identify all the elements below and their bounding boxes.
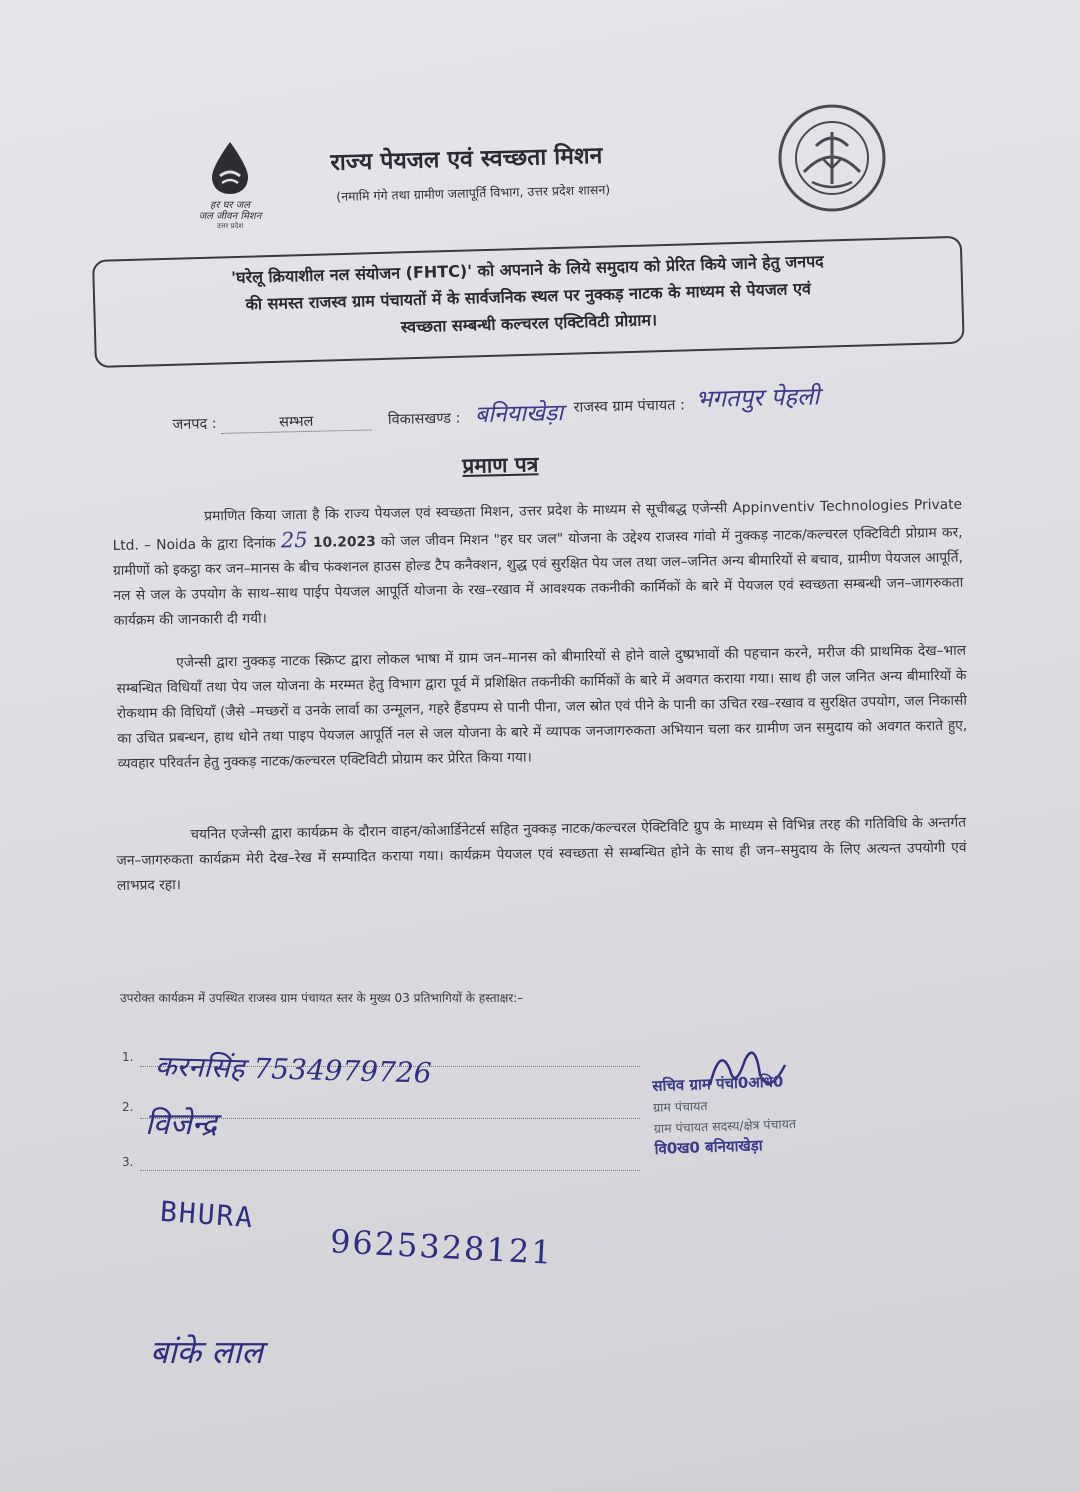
jal-jeevan-mission-logo xyxy=(185,140,275,231)
certificate-title: प्रमाण पत्र xyxy=(462,452,539,478)
signatory-stamp xyxy=(652,1067,925,1160)
mission-title: राज्य पेयजल एवं स्वच्छता मिशन xyxy=(330,142,603,176)
signatory-line-3: ग्राम पंचायत सदस्य/क्षेत्र पंचायत xyxy=(653,1116,797,1136)
participant-signature-4: बांके लाल xyxy=(150,1333,263,1371)
village-value: भगतपुर पेहली xyxy=(695,382,820,414)
signature-number-1: 1. xyxy=(122,1050,134,1064)
district-field xyxy=(221,409,371,433)
block-value: बनियाखेड़ा xyxy=(474,400,564,429)
district-label: जनपद : xyxy=(172,415,217,433)
up-government-seal xyxy=(776,102,888,214)
signature-line-3 xyxy=(140,1170,640,1171)
signatory-line-2: ग्राम पंचायत xyxy=(652,1098,708,1115)
date-month-year: 10.2023 xyxy=(312,533,376,551)
logo-caption-3: उत्तर प्रदेश xyxy=(216,222,244,230)
banner-line-2: की समस्त राजस्व ग्राम पंचायतों में के सार्वजनिक स्थल पर नुक्कड़ नाटक के माध्यम से पेयजल एवं xyxy=(245,278,812,314)
location-fields xyxy=(172,384,1073,437)
paragraph-2: एजेन्सी द्वारा नुक्कड़ नाटक स्क्रिप्ट द्वारा लोकल भाषा में ग्राम जन–मानस को बीमारियों से होने वाले दुष्प्रभावों की पहचान करने, मरीज की प्राथमिक देख–भाल सम्बन्धित विधियाँ तथा पेय जल योजना के मरम्मत हेतु विभाग द्वारा पूर्व में प्रशिक्षित तकनीकी कार्मिकों के बारे में अवगत कराया गया। साथ ही जल जनित अन्य बीमारियों के रोकथाम की विधियाँ (जैसे –मच्छरों व उनके लार्वा का उन्मूलन, गहरे हैंडपम्प से पानी पीना, जल स्रोत एवं पीने के पानी का उचित रख–रखाव व सुरक्षित उपयोग, जल निकासी का उचित प्रबन्धन, हाथ धोने तथा पाइप पेयजल आपूर्ति नल से जल योजना के बारे में व्यापक जनजागरुकता अभियान चला कर ग्रामीण जन समुदाय को अवगत कराते हुए, व्यवहार परिवर्तन हेतु नुक्कड़ नाटक/कल्चरल एक्टिविटी प्रोग्राम कर प्रेरित किया गया। xyxy=(116,642,968,772)
signatory-line-1: सचिव ग्राम पंचा0अधि0 xyxy=(652,1072,784,1095)
participant-signature-1: करनसिंह 7534979726 xyxy=(154,1049,432,1090)
logo-caption-1: हर घर जल xyxy=(210,200,250,211)
block-label: विकासखण्ड : xyxy=(387,410,461,429)
signatory-line-4: वि0ख0 बनियाखेड़ा xyxy=(654,1136,763,1158)
date-day: 25 xyxy=(280,527,308,553)
participant-signature-2: विजेन्द्र xyxy=(145,1107,217,1142)
mission-subtitle: (नमामि गंगे तथा ग्रामीण जलापूर्ति विभाग, उत्तर प्रदेश शासन) xyxy=(336,181,611,204)
program-banner xyxy=(92,236,965,368)
banner-line-1: 'घरेलू क्रियाशील नल संयोजन (FHTC)' को अपनाने के लिये समुदाय को प्रेरित किये जाने हेतु जनपद xyxy=(230,251,824,288)
participants-note: उपरोक्त कार्यक्रम में उपस्थित राजस्व ग्राम पंचायत स्तर के मुख्य 03 प्रतिभागियों के हस्ताक्षर:– xyxy=(120,991,524,1005)
paragraph-1-part-2: को जल जीवन मिशन "हर घर जल" योजना के उद्देश्य राजस्व गांवो में नुक्कड़ नाटक/कल्चरल एक्टिविटी प्रोग्राम कर, ग्रामीणों को इकट्ठा कर जन–मानस के बीच फंक्शनल हाउस होल्ड टैप कनैक्शन, शुद्ध एवं सुरक्षित पेय जल तथा जल–जनित अन्य बीमारियों से बचाव, ग्रामीण पेयजल आपूर्ति, नल से जल के उपयोग के साथ–साथ पाईप पेयजल आपूर्ति योजना के रख–रखाव में आवश्यक तकनीकी कार्मिकों के बारे में पेयजल एवं स्वच्छता सम्बन्धी जन–जागरुकता कार्यक्रम की जानकारी दी गयी। xyxy=(112,524,964,629)
participant-signature-3-phone: 9625328121 xyxy=(329,1222,555,1272)
paragraph-1 xyxy=(112,493,964,634)
banner-line-3: स्वच्छता सम्बन्धी कल्चरल एक्टिविटी प्रोग्राम। xyxy=(400,310,658,337)
logo-caption-2: जल जीवन मिशन xyxy=(198,211,262,222)
signature-number-2: 2. xyxy=(122,1100,134,1114)
paragraph-1-part-1: प्रमाणित किया जाता है कि राज्य पेयजल एवं स्वच्छता मिशन, उत्तर प्रदेश के माध्यम से सूचीबद्ध एजेन्सी Appinventiv Technologies Private Ltd. – Noida के द्वारा दिनांक xyxy=(112,496,963,554)
water-drop-icon xyxy=(208,140,252,196)
district-value: सम्भल xyxy=(279,413,314,431)
village-label: राजस्व ग्राम पंचायत : xyxy=(573,397,686,416)
signature-number-3: 3. xyxy=(122,1155,134,1169)
participant-signature-3-name: BHURA xyxy=(158,1194,256,1235)
paragraph-3: चयनित एजेन्सी द्वारा कार्यक्रम के दौरान वाहन/कोआर्डिनेटर्स सहित नुक्कड़ नाटक/कल्चरल ऐक्टिविटि ग्रुप के माध्यम से विभिन्न तरह की गतिविधि के अन्तर्गत जन–जागरुकता कार्यक्रम मेरी देख–रेख में सम्पादित कराया गया। कार्यक्रम पेयजल एवं स्वच्छता से सम्बन्धित होने के साथ ही जन–समुदाय के लिए अत्यन्त उपयोगी एवं लाभप्रद रहा। xyxy=(116,814,967,894)
